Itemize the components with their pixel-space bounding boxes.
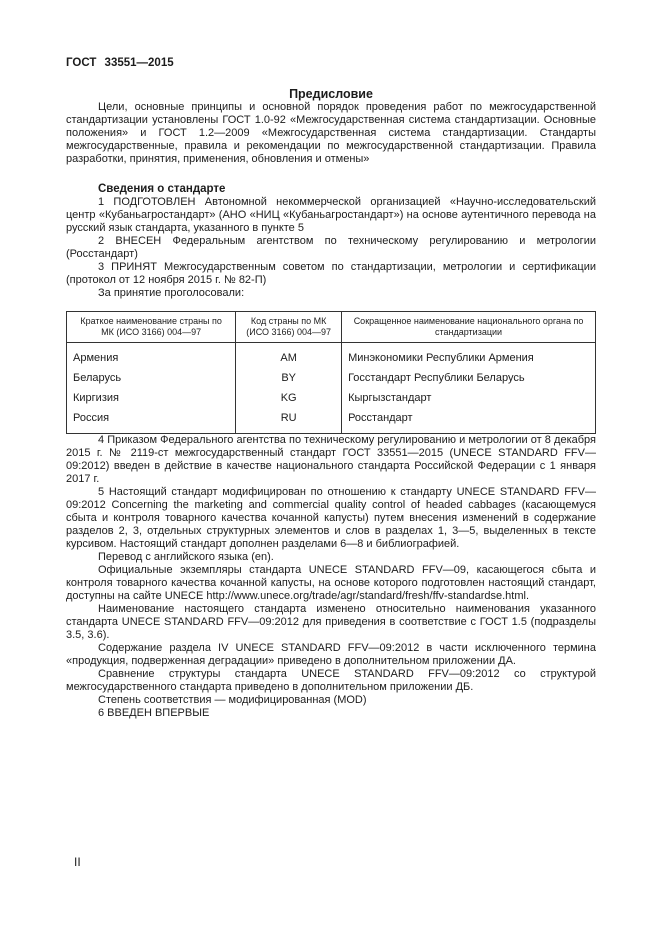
page-number: II [74, 855, 81, 869]
table-cell-code: BY [236, 368, 342, 388]
standard-info-item-2: 2 ВНЕСЕН Федеральным агентством по техническому регулированию и метрологии (Росстандарт) [66, 235, 596, 260]
standard-info-item-1: 1 ПОДГОТОВЛЕН Автономной некоммерческой организацией «Научно-исследовательский центр «Кубаньагростандарт» (АНО «НИЦ «Кубаньагростандарт») на основе аутентичного перевода на русский язык стандарта, указанного в пункте 5 [66, 196, 596, 234]
table-row [67, 343, 596, 369]
table-cell-org: Кыргызстандарт [342, 388, 596, 408]
page-title: Предисловие [289, 87, 373, 101]
table-cell-code: AM [236, 343, 342, 369]
doc-number: ГОСТ 33551—2015 [66, 57, 174, 69]
standard-info-item-6: 6 ВВЕДЕН ВПЕРВЫЕ [98, 707, 210, 719]
voting-table [66, 311, 596, 434]
vote-intro: За принятие проголосовали: [98, 287, 245, 299]
table-cell-org: Госстандарт Республики Беларусь [342, 368, 596, 388]
standard-info-item-5-translation: Перевод с английского языка (en). [98, 551, 274, 563]
standard-info-item-5-section-iv: Содержание раздела IV UNECE STANDARD FFV—09:2012 в части исключенного термина «продукция, подверженная деградации» приведено в дополнительном приложении ДА. [66, 642, 596, 667]
unece-url: http://www.unece.org/trade/agr/standard/fresh/ffv-standardse.html [206, 590, 526, 602]
table-cell-org: Минэкономики Республики Армения [342, 343, 596, 369]
table-column-header-country: Краткое наименование страны по МК (ИСО 3166) 004—97 [67, 312, 236, 343]
table-cell-country: Россия [67, 408, 236, 434]
official-copies-period: . [525, 590, 529, 602]
table-column-header-org: Сокращенное наименование национального органа по стандартизации [342, 312, 596, 343]
standard-info-item-5: 5 Настоящий стандарт модифицирован по отношению к стандарту UNECE STANDARD FFV—09:2012 Concerning the marketing and commercial quality control of headed cabbages (касающемуся сбыта и контроля товарного качества кочанной капусты) путем внесения изменений в содержание разделов 2, 3, отдельных структурных элементов и слов в разделах 1, 3—5, выделенных в тексте курсивом. Настоящий стандарт дополнен разделами 6—8 и библиографией. [66, 486, 596, 550]
standard-info-item-3: 3 ПРИНЯТ Межгосударственным советом по стандартизации, метрологии и сертификации (протокол от 12 ноября 2015 г. № 82-П) [66, 261, 596, 286]
table-cell-code: RU [236, 408, 342, 434]
table-cell-code: KG [236, 388, 342, 408]
preface-intro-paragraph: Цели, основные принципы и основной порядок проведения работ по межгосударственной стандартизации установлены ГОСТ 1.0-92 «Межгосударственная система стандартизации. Основные положения» и ГОСТ 1.2—2009 «Межгосударственная система стандартизации. Стандарты межгосударственные, правила и рекомендации по межгосударственной стандартизации. Правила разработки, принятия, применения, обновления и отмены» [66, 101, 596, 165]
standard-info-item-4: 4 Приказом Федерального агентства по техническому регулированию и метрологии от 8 декабря 2015 г. № 2119-ст межгосударственный стандарт ГОСТ 33551—2015 (UNECE STANDARD FFV—09:2012) введен в действие в качестве национального стандарта Российской Федерации с 1 января 2017 г. [66, 434, 596, 485]
table-cell-org: Росстандарт [342, 408, 596, 434]
table-cell-country: Беларусь [67, 368, 236, 388]
table-row [67, 408, 596, 434]
section-heading-standard-info: Сведения о стандарте [98, 183, 226, 195]
standard-info-item-5-structure-comparison: Сравнение структуры стандарта UNECE STANDARD FFV—09:2012 со структурой межгосударственного стандарта приведено в дополнительном приложении ДБ. [66, 668, 596, 693]
standard-info-item-5-conformity-degree: Степень соответствия — модифицированная (MOD) [98, 694, 367, 706]
table-cell-country: Армения [67, 343, 236, 369]
standard-info-item-5-official-copies [66, 564, 596, 603]
table-cell-country: Киргизия [67, 388, 236, 408]
official-copies-text: Официальные экземпляры стандарта UNECE STANDARD FFV—09, касающегося сбыта и контроля товарного качества кочанной капусты, на основе которого подготовлен настоящий стандарт, доступны на сайте UNECE [66, 564, 596, 602]
table-row [67, 388, 596, 408]
table-column-header-code: Код страны по МК (ИСО 3166) 004—97 [236, 312, 342, 343]
table-row [67, 368, 596, 388]
standard-info-item-5-renaming: Наименование настоящего стандарта изменено относительно наименования указанного стандарта UNECE STANDARD FFV—09:2012 для приведения в соответствие с ГОСТ 1.5 (подразделы 3.5, 3.6). [66, 603, 596, 641]
table-header-row [67, 312, 596, 343]
